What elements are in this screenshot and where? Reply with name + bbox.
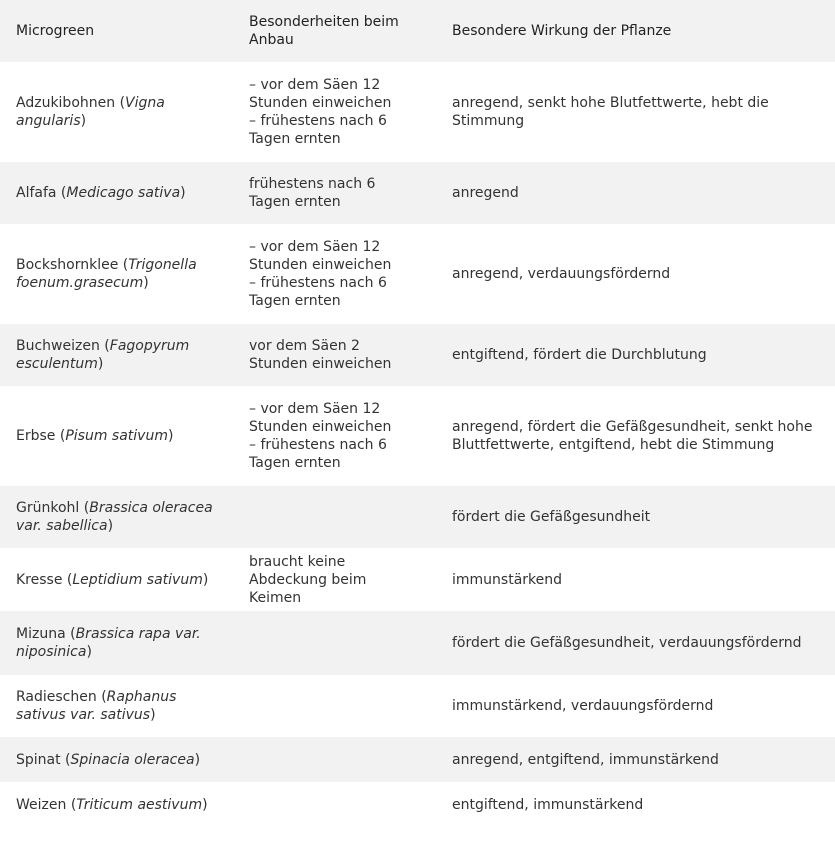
effect-cell: anregend, fördert die Gefäßgesundheit, senkt hohe Bluttfettwerte, entgiftend, hebt die Stimmung — [452, 419, 813, 453]
table-row — [0, 737, 835, 782]
microgreen-name: Buchweizen — [16, 338, 100, 354]
microgreen-name: Bockshornklee — [16, 257, 119, 273]
effect-cell: anregend — [452, 185, 519, 201]
microgreen-name-cell: Weizen (Triticum aestivum) — [16, 796, 208, 813]
table-row — [0, 324, 835, 386]
microgreen-name: Mizuna — [16, 626, 66, 642]
table-row — [0, 386, 835, 486]
table-row — [0, 548, 835, 611]
botanical-name: Vigna angularis — [16, 95, 165, 129]
cultivation-note: – frühestens nach 6 Tagen ernten — [249, 437, 387, 471]
cultivation-note: braucht keine Abdeckung beim Keimen — [249, 553, 367, 606]
effect-cell: immunstärkend, verdauungsfördernd — [452, 698, 714, 714]
cultivation-cell — [233, 548, 436, 611]
table-row — [0, 62, 835, 162]
table-row — [0, 675, 835, 737]
microgreen-name-cell: Buchweizen (Fagopyrum esculentum) — [16, 338, 190, 372]
microgreen-name-cell: Adzukibohnen (Vigna angularis) — [16, 95, 165, 129]
cultivation-cell — [233, 782, 436, 827]
microgreen-name-cell: Spinat (Spinacia oleracea) — [16, 751, 201, 768]
table-row — [0, 486, 835, 548]
microgreen-name: Adzukibohnen — [16, 95, 116, 111]
cultivation-cell — [233, 386, 436, 486]
botanical-name: Brassica rapa var. niposinica — [16, 626, 201, 660]
microgreen-name: Alfafa — [16, 185, 57, 201]
microgreen-name-cell: Grünkohl (Brassica oleracea var. sabellica) — [16, 500, 213, 534]
cultivation-note: – vor dem Säen 12 Stunden einweichen — [249, 77, 392, 111]
microgreen-name-cell: Bockshornklee (Trigonella foenum.grasecum) — [16, 257, 197, 291]
header-effect: Besondere Wirkung der Pflanze — [436, 0, 835, 62]
effect-cell: entgiftend, fördert die Durchblutung — [452, 347, 707, 363]
cultivation-cell — [233, 675, 436, 737]
microgreen-name-cell: Alfafa (Medicago sativa) — [16, 185, 186, 201]
microgreen-name: Kresse — [16, 571, 63, 588]
table-row — [0, 611, 835, 675]
cultivation-cell — [233, 162, 436, 224]
microgreen-name-cell: Mizuna (Brassica rapa var. niposinica) — [16, 626, 201, 660]
effect-cell: immunstärkend — [452, 571, 563, 588]
header-cultivation: Besonderheiten beim Anbau — [233, 0, 436, 62]
cultivation-cell — [233, 486, 436, 548]
cultivation-cell — [233, 324, 436, 386]
microgreen-name: Radieschen — [16, 689, 97, 705]
effect-cell: fördert die Gefäßgesundheit — [452, 509, 651, 525]
effect-cell: entgiftend, immunstärkend — [452, 796, 644, 813]
botanical-name: Raphanus sativus var. sativus — [16, 689, 177, 723]
botanical-name: Medicago sativa — [66, 185, 181, 201]
botanical-name: Leptidium sativum — [72, 571, 203, 588]
cultivation-cell — [233, 737, 436, 782]
cultivation-cell — [233, 62, 436, 162]
microgreen-name-cell: Radieschen (Raphanus sativus var. sativus) — [16, 689, 177, 723]
table-row — [0, 782, 835, 827]
effect-cell: anregend, verdauungsfördernd — [452, 266, 671, 282]
cultivation-note: frühestens nach 6 Tagen ernten — [249, 176, 376, 210]
microgreen-name: Erbse — [16, 428, 56, 444]
effect-cell: anregend, entgiftend, immunstärkend — [452, 751, 719, 768]
cultivation-note: vor dem Säen 2 Stunden einweichen — [249, 338, 392, 372]
botanical-name: Triticum aestivum — [76, 796, 203, 813]
botanical-name: Spinacia oleracea — [70, 751, 195, 768]
table-row — [0, 224, 835, 324]
botanical-name: Pisum sativum — [65, 428, 168, 444]
cultivation-note: – frühestens nach 6 Tagen ernten — [249, 275, 387, 309]
botanical-name: Fagopyrum esculentum — [16, 338, 190, 372]
microgreen-name: Weizen — [16, 796, 67, 813]
microgreen-name-cell: Erbse (Pisum sativum) — [16, 428, 174, 444]
cultivation-note: – vor dem Säen 12 Stunden einweichen — [249, 401, 392, 435]
cultivation-cell — [233, 224, 436, 324]
botanical-name: Brassica oleracea var. sabellica — [16, 500, 213, 534]
microgreen-name-cell: Kresse (Leptidium sativum) — [16, 571, 209, 588]
cultivation-note: – frühestens nach 6 Tagen ernten — [249, 113, 387, 147]
header-microgreen: Microgreen — [0, 0, 233, 62]
effect-cell: fördert die Gefäßgesundheit, verdauungsfördernd — [452, 635, 802, 651]
microgreen-name: Spinat — [16, 751, 61, 768]
effect-cell: anregend, senkt hohe Blutfettwerte, hebt die Stimmung — [452, 95, 769, 129]
cultivation-note: – vor dem Säen 12 Stunden einweichen — [249, 239, 392, 273]
cultivation-cell — [233, 611, 436, 675]
botanical-name: Trigonella foenum.grasecum — [16, 257, 197, 291]
table-header-row — [0, 0, 835, 62]
table-row — [0, 162, 835, 224]
microgreen-name: Grünkohl — [16, 500, 80, 516]
